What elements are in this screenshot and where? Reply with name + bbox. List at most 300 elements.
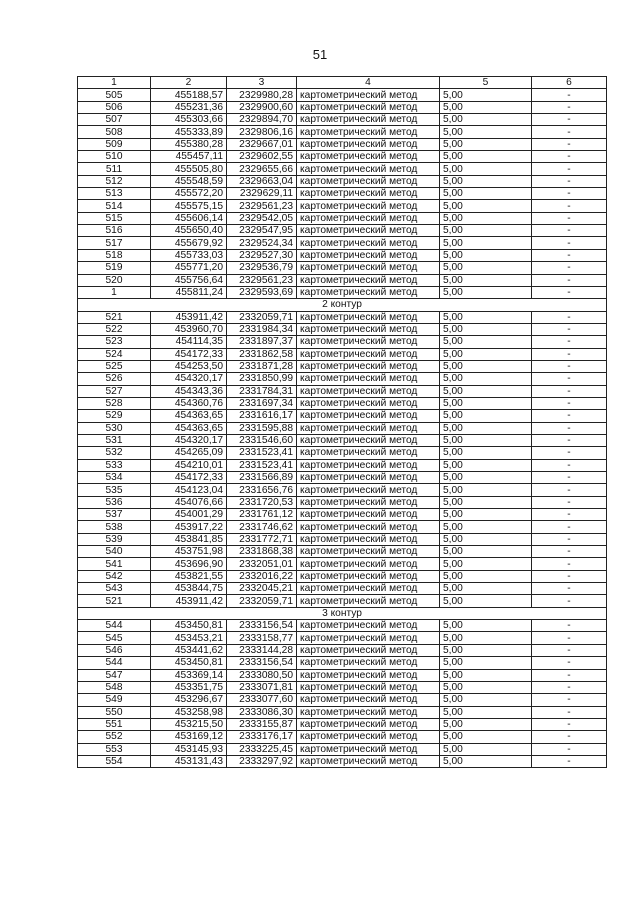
point-number-cell: 518 — [78, 249, 151, 261]
point-number-cell: 536 — [78, 496, 151, 508]
note-cell: - — [532, 533, 607, 545]
method-cell: картометрический метод — [297, 669, 440, 681]
note-cell: - — [532, 472, 607, 484]
y-coordinate-cell: 2332045,21 — [227, 583, 297, 595]
point-number-cell: 522 — [78, 323, 151, 335]
note-cell: - — [532, 755, 607, 767]
method-cell: картометрический метод — [297, 138, 440, 150]
point-number-cell: 521 — [78, 595, 151, 607]
note-cell: - — [532, 225, 607, 237]
table-row — [78, 632, 607, 644]
accuracy-cell: 5,00 — [440, 274, 532, 286]
point-number-cell: 526 — [78, 373, 151, 385]
x-coordinate-cell: 453215,50 — [151, 718, 227, 730]
accuracy-cell: 5,00 — [440, 533, 532, 545]
point-number-cell: 513 — [78, 188, 151, 200]
table-row — [78, 249, 607, 261]
note-cell: - — [532, 336, 607, 348]
x-coordinate-cell: 455303,66 — [151, 114, 227, 126]
y-coordinate-cell: 2329602,55 — [227, 151, 297, 163]
y-coordinate-cell: 2331616,17 — [227, 410, 297, 422]
note-cell: - — [532, 718, 607, 730]
table-row — [78, 472, 607, 484]
method-cell: картометрический метод — [297, 360, 440, 372]
accuracy-cell: 5,00 — [440, 249, 532, 261]
y-coordinate-cell: 2329655,66 — [227, 163, 297, 175]
table-row — [78, 447, 607, 459]
method-cell: картометрический метод — [297, 89, 440, 101]
x-coordinate-cell: 454123,04 — [151, 484, 227, 496]
method-cell: картометрический метод — [297, 632, 440, 644]
method-cell: картометрический метод — [297, 533, 440, 545]
accuracy-cell: 5,00 — [440, 509, 532, 521]
note-cell: - — [532, 447, 607, 459]
accuracy-cell: 5,00 — [440, 188, 532, 200]
note-cell: - — [532, 521, 607, 533]
note-cell: - — [532, 163, 607, 175]
accuracy-cell: 5,00 — [440, 360, 532, 372]
x-coordinate-cell: 453258,98 — [151, 706, 227, 718]
x-coordinate-cell: 455650,40 — [151, 225, 227, 237]
method-cell: картометрический метод — [297, 397, 440, 409]
y-coordinate-cell: 2331523,41 — [227, 459, 297, 471]
x-coordinate-cell: 455380,28 — [151, 138, 227, 150]
method-cell: картометрический метод — [297, 644, 440, 656]
point-number-cell: 515 — [78, 212, 151, 224]
method-cell: картометрический метод — [297, 521, 440, 533]
method-cell: картометрический метод — [297, 472, 440, 484]
point-number-cell: 543 — [78, 583, 151, 595]
note-cell: - — [532, 89, 607, 101]
y-coordinate-cell: 2333086,30 — [227, 706, 297, 718]
method-cell: картометрический метод — [297, 114, 440, 126]
header-cell: 5 — [440, 77, 532, 89]
table-row — [78, 533, 607, 545]
point-number-cell: 549 — [78, 694, 151, 706]
accuracy-cell: 5,00 — [440, 101, 532, 113]
x-coordinate-cell: 455733,03 — [151, 249, 227, 261]
accuracy-cell: 5,00 — [440, 546, 532, 558]
header-cell: 2 — [151, 77, 227, 89]
accuracy-cell: 5,00 — [440, 212, 532, 224]
method-cell: картометрический метод — [297, 755, 440, 767]
point-number-cell: 1 — [78, 286, 151, 298]
method-cell: картометрический метод — [297, 681, 440, 693]
x-coordinate-cell: 455606,14 — [151, 212, 227, 224]
header-cell: 4 — [297, 77, 440, 89]
x-coordinate-cell: 453441,62 — [151, 644, 227, 656]
note-cell: - — [532, 681, 607, 693]
x-coordinate-cell: 454001,29 — [151, 509, 227, 521]
x-coordinate-cell: 455457,11 — [151, 151, 227, 163]
x-coordinate-cell: 454320,17 — [151, 434, 227, 446]
method-cell: картометрический метод — [297, 237, 440, 249]
point-number-cell: 529 — [78, 410, 151, 422]
method-cell: картометрический метод — [297, 385, 440, 397]
y-coordinate-cell: 2333155,87 — [227, 718, 297, 730]
method-cell: картометрический метод — [297, 546, 440, 558]
note-cell: - — [532, 138, 607, 150]
note-cell: - — [532, 373, 607, 385]
y-coordinate-cell: 2333297,92 — [227, 755, 297, 767]
note-cell: - — [532, 657, 607, 669]
y-coordinate-cell: 2331772,71 — [227, 533, 297, 545]
table-row — [78, 644, 607, 656]
point-number-cell: 546 — [78, 644, 151, 656]
accuracy-cell: 5,00 — [440, 570, 532, 582]
y-coordinate-cell: 2329894,70 — [227, 114, 297, 126]
x-coordinate-cell: 455188,57 — [151, 89, 227, 101]
table-row — [78, 89, 607, 101]
y-coordinate-cell: 2329667,01 — [227, 138, 297, 150]
accuracy-cell: 5,00 — [440, 373, 532, 385]
y-coordinate-cell: 2331784,31 — [227, 385, 297, 397]
y-coordinate-cell: 2331746,62 — [227, 521, 297, 533]
note-cell: - — [532, 188, 607, 200]
accuracy-cell: 5,00 — [440, 323, 532, 335]
method-cell: картометрический метод — [297, 274, 440, 286]
point-number-cell: 547 — [78, 669, 151, 681]
x-coordinate-cell: 453911,42 — [151, 311, 227, 323]
note-cell: - — [532, 151, 607, 163]
point-number-cell: 537 — [78, 509, 151, 521]
note-cell: - — [532, 348, 607, 360]
y-coordinate-cell: 2333144,28 — [227, 644, 297, 656]
note-cell: - — [532, 274, 607, 286]
accuracy-cell: 5,00 — [440, 434, 532, 446]
point-number-cell: 534 — [78, 472, 151, 484]
y-coordinate-cell: 2329561,23 — [227, 274, 297, 286]
y-coordinate-cell: 2331523,41 — [227, 447, 297, 459]
contour-label: 3 контур — [78, 607, 607, 619]
accuracy-cell: 5,00 — [440, 311, 532, 323]
method-cell: картометрический метод — [297, 126, 440, 138]
accuracy-cell: 5,00 — [440, 706, 532, 718]
table-row — [78, 200, 607, 212]
table-row — [78, 422, 607, 434]
x-coordinate-cell: 453145,93 — [151, 743, 227, 755]
note-cell: - — [532, 237, 607, 249]
accuracy-cell: 5,00 — [440, 410, 532, 422]
x-coordinate-cell: 454343,36 — [151, 385, 227, 397]
method-cell: картометрический метод — [297, 262, 440, 274]
note-cell: - — [532, 583, 607, 595]
point-number-cell: 517 — [78, 237, 151, 249]
table-row — [78, 126, 607, 138]
table-row — [78, 336, 607, 348]
note-cell: - — [532, 632, 607, 644]
table-row — [78, 151, 607, 163]
accuracy-cell: 5,00 — [440, 632, 532, 644]
accuracy-cell: 5,00 — [440, 237, 532, 249]
point-number-cell: 509 — [78, 138, 151, 150]
point-number-cell: 541 — [78, 558, 151, 570]
accuracy-cell: 5,00 — [440, 743, 532, 755]
point-number-cell: 508 — [78, 126, 151, 138]
y-coordinate-cell: 2333158,77 — [227, 632, 297, 644]
accuracy-cell: 5,00 — [440, 595, 532, 607]
method-cell: картометрический метод — [297, 101, 440, 113]
table-row — [78, 138, 607, 150]
method-cell: картометрический метод — [297, 163, 440, 175]
y-coordinate-cell: 2331697,34 — [227, 397, 297, 409]
note-cell: - — [532, 323, 607, 335]
accuracy-cell: 5,00 — [440, 694, 532, 706]
note-cell: - — [532, 546, 607, 558]
table-row — [78, 731, 607, 743]
x-coordinate-cell: 453351,75 — [151, 681, 227, 693]
contour-label: 2 контур — [78, 299, 607, 311]
x-coordinate-cell: 455811,24 — [151, 286, 227, 298]
note-cell: - — [532, 644, 607, 656]
method-cell: картометрический метод — [297, 509, 440, 521]
accuracy-cell: 5,00 — [440, 484, 532, 496]
table-row — [78, 706, 607, 718]
y-coordinate-cell: 2329527,30 — [227, 249, 297, 261]
accuracy-cell: 5,00 — [440, 200, 532, 212]
table-row — [78, 681, 607, 693]
y-coordinate-cell: 2333225,45 — [227, 743, 297, 755]
point-number-cell: 551 — [78, 718, 151, 730]
point-number-cell: 516 — [78, 225, 151, 237]
point-number-cell: 519 — [78, 262, 151, 274]
method-cell: картометрический метод — [297, 657, 440, 669]
accuracy-cell: 5,00 — [440, 669, 532, 681]
note-cell: - — [532, 212, 607, 224]
x-coordinate-cell: 454265,09 — [151, 447, 227, 459]
table-row — [78, 397, 607, 409]
note-cell: - — [532, 262, 607, 274]
note-cell: - — [532, 620, 607, 632]
method-cell: картометрический метод — [297, 694, 440, 706]
accuracy-cell: 5,00 — [440, 262, 532, 274]
method-cell: картометрический метод — [297, 434, 440, 446]
accuracy-cell: 5,00 — [440, 447, 532, 459]
x-coordinate-cell: 454210,01 — [151, 459, 227, 471]
table-row — [78, 546, 607, 558]
y-coordinate-cell: 2329547,95 — [227, 225, 297, 237]
note-cell: - — [532, 595, 607, 607]
note-cell: - — [532, 558, 607, 570]
method-cell: картометрический метод — [297, 570, 440, 582]
table-row — [78, 323, 607, 335]
x-coordinate-cell: 453917,22 — [151, 521, 227, 533]
y-coordinate-cell: 2333071,81 — [227, 681, 297, 693]
y-coordinate-cell: 2329536,79 — [227, 262, 297, 274]
x-coordinate-cell: 454363,65 — [151, 422, 227, 434]
y-coordinate-cell: 2333176,17 — [227, 731, 297, 743]
note-cell: - — [532, 311, 607, 323]
table-row — [78, 459, 607, 471]
point-number-cell: 545 — [78, 632, 151, 644]
accuracy-cell: 5,00 — [440, 755, 532, 767]
table-row — [78, 583, 607, 595]
y-coordinate-cell: 2331871,28 — [227, 360, 297, 372]
table-row — [78, 163, 607, 175]
table-row — [78, 484, 607, 496]
table-row — [78, 620, 607, 632]
point-number-cell: 554 — [78, 755, 151, 767]
y-coordinate-cell: 2329629,11 — [227, 188, 297, 200]
method-cell: картометрический метод — [297, 323, 440, 335]
table-row — [78, 657, 607, 669]
y-coordinate-cell: 2329900,60 — [227, 101, 297, 113]
table-row — [78, 434, 607, 446]
table-row — [78, 373, 607, 385]
point-number-cell: 550 — [78, 706, 151, 718]
x-coordinate-cell: 454114,35 — [151, 336, 227, 348]
note-cell: - — [532, 360, 607, 372]
header-cell: 3 — [227, 77, 297, 89]
y-coordinate-cell: 2332059,71 — [227, 311, 297, 323]
x-coordinate-cell: 454076,66 — [151, 496, 227, 508]
accuracy-cell: 5,00 — [440, 422, 532, 434]
table-row — [78, 570, 607, 582]
point-number-cell: 544 — [78, 657, 151, 669]
point-number-cell: 507 — [78, 114, 151, 126]
method-cell: картометрический метод — [297, 311, 440, 323]
x-coordinate-cell: 454320,17 — [151, 373, 227, 385]
method-cell: картометрический метод — [297, 422, 440, 434]
accuracy-cell: 5,00 — [440, 718, 532, 730]
x-coordinate-cell: 455572,20 — [151, 188, 227, 200]
x-coordinate-cell: 454253,50 — [151, 360, 227, 372]
point-number-cell: 542 — [78, 570, 151, 582]
accuracy-cell: 5,00 — [440, 681, 532, 693]
x-coordinate-cell: 453450,81 — [151, 657, 227, 669]
y-coordinate-cell: 2333156,54 — [227, 657, 297, 669]
point-number-cell: 521 — [78, 311, 151, 323]
accuracy-cell: 5,00 — [440, 126, 532, 138]
point-number-cell: 531 — [78, 434, 151, 446]
point-number-cell: 532 — [78, 447, 151, 459]
note-cell: - — [532, 101, 607, 113]
x-coordinate-cell: 453296,67 — [151, 694, 227, 706]
table-row — [78, 114, 607, 126]
x-coordinate-cell: 455505,80 — [151, 163, 227, 175]
point-number-cell: 539 — [78, 533, 151, 545]
point-number-cell: 527 — [78, 385, 151, 397]
accuracy-cell: 5,00 — [440, 163, 532, 175]
y-coordinate-cell: 2331546,60 — [227, 434, 297, 446]
contour-section-row — [78, 299, 607, 311]
note-cell: - — [532, 385, 607, 397]
x-coordinate-cell: 453169,12 — [151, 731, 227, 743]
x-coordinate-cell: 455756,64 — [151, 274, 227, 286]
point-number-cell: 535 — [78, 484, 151, 496]
y-coordinate-cell: 2329980,28 — [227, 89, 297, 101]
point-number-cell: 553 — [78, 743, 151, 755]
method-cell: картометрический метод — [297, 595, 440, 607]
point-number-cell: 528 — [78, 397, 151, 409]
x-coordinate-cell: 453960,70 — [151, 323, 227, 335]
table-row — [78, 274, 607, 286]
method-cell: картометрический метод — [297, 348, 440, 360]
note-cell: - — [532, 397, 607, 409]
x-coordinate-cell: 455679,92 — [151, 237, 227, 249]
x-coordinate-cell: 453696,90 — [151, 558, 227, 570]
point-number-cell: 552 — [78, 731, 151, 743]
method-cell: картометрический метод — [297, 188, 440, 200]
method-cell: картометрический метод — [297, 459, 440, 471]
method-cell: картометрический метод — [297, 620, 440, 632]
accuracy-cell: 5,00 — [440, 348, 532, 360]
coordinates-table-body — [78, 77, 607, 768]
note-cell: - — [532, 496, 607, 508]
accuracy-cell: 5,00 — [440, 472, 532, 484]
method-cell: картометрический метод — [297, 225, 440, 237]
table-row — [78, 385, 607, 397]
note-cell: - — [532, 509, 607, 521]
x-coordinate-cell: 453821,55 — [151, 570, 227, 582]
note-cell: - — [532, 743, 607, 755]
accuracy-cell: 5,00 — [440, 336, 532, 348]
x-coordinate-cell: 455548,59 — [151, 175, 227, 187]
note-cell: - — [532, 731, 607, 743]
contour-section-row — [78, 607, 607, 619]
point-number-cell: 506 — [78, 101, 151, 113]
point-number-cell: 524 — [78, 348, 151, 360]
x-coordinate-cell: 453131,43 — [151, 755, 227, 767]
y-coordinate-cell: 2331595,88 — [227, 422, 297, 434]
table-row — [78, 188, 607, 200]
method-cell: картометрический метод — [297, 484, 440, 496]
accuracy-cell: 5,00 — [440, 620, 532, 632]
x-coordinate-cell: 453844,75 — [151, 583, 227, 595]
note-cell: - — [532, 249, 607, 261]
note-cell: - — [532, 114, 607, 126]
x-coordinate-cell: 453450,81 — [151, 620, 227, 632]
method-cell: картометрический метод — [297, 373, 440, 385]
method-cell: картометрический метод — [297, 558, 440, 570]
y-coordinate-cell: 2331984,34 — [227, 323, 297, 335]
point-number-cell: 530 — [78, 422, 151, 434]
accuracy-cell: 5,00 — [440, 114, 532, 126]
accuracy-cell: 5,00 — [440, 496, 532, 508]
accuracy-cell: 5,00 — [440, 397, 532, 409]
point-number-cell: 510 — [78, 151, 151, 163]
table-row — [78, 743, 607, 755]
accuracy-cell: 5,00 — [440, 459, 532, 471]
method-cell: картометрический метод — [297, 249, 440, 261]
y-coordinate-cell: 2331868,38 — [227, 546, 297, 558]
y-coordinate-cell: 2331720,53 — [227, 496, 297, 508]
x-coordinate-cell: 453841,85 — [151, 533, 227, 545]
table-row — [78, 311, 607, 323]
coordinates-table — [77, 76, 607, 768]
table-row — [78, 348, 607, 360]
y-coordinate-cell: 2331897,37 — [227, 336, 297, 348]
table-row — [78, 509, 607, 521]
x-coordinate-cell: 453453,21 — [151, 632, 227, 644]
y-coordinate-cell: 2331850,99 — [227, 373, 297, 385]
note-cell: - — [532, 434, 607, 446]
method-cell: картометрический метод — [297, 731, 440, 743]
y-coordinate-cell: 2329524,34 — [227, 237, 297, 249]
method-cell: картометрический метод — [297, 410, 440, 422]
x-coordinate-cell: 453911,42 — [151, 595, 227, 607]
point-number-cell: 538 — [78, 521, 151, 533]
method-cell: картометрический метод — [297, 743, 440, 755]
point-number-cell: 520 — [78, 274, 151, 286]
note-cell: - — [532, 669, 607, 681]
table-row — [78, 755, 607, 767]
method-cell: картометрический метод — [297, 200, 440, 212]
x-coordinate-cell: 453751,98 — [151, 546, 227, 558]
accuracy-cell: 5,00 — [440, 558, 532, 570]
accuracy-cell: 5,00 — [440, 138, 532, 150]
x-coordinate-cell: 454360,76 — [151, 397, 227, 409]
